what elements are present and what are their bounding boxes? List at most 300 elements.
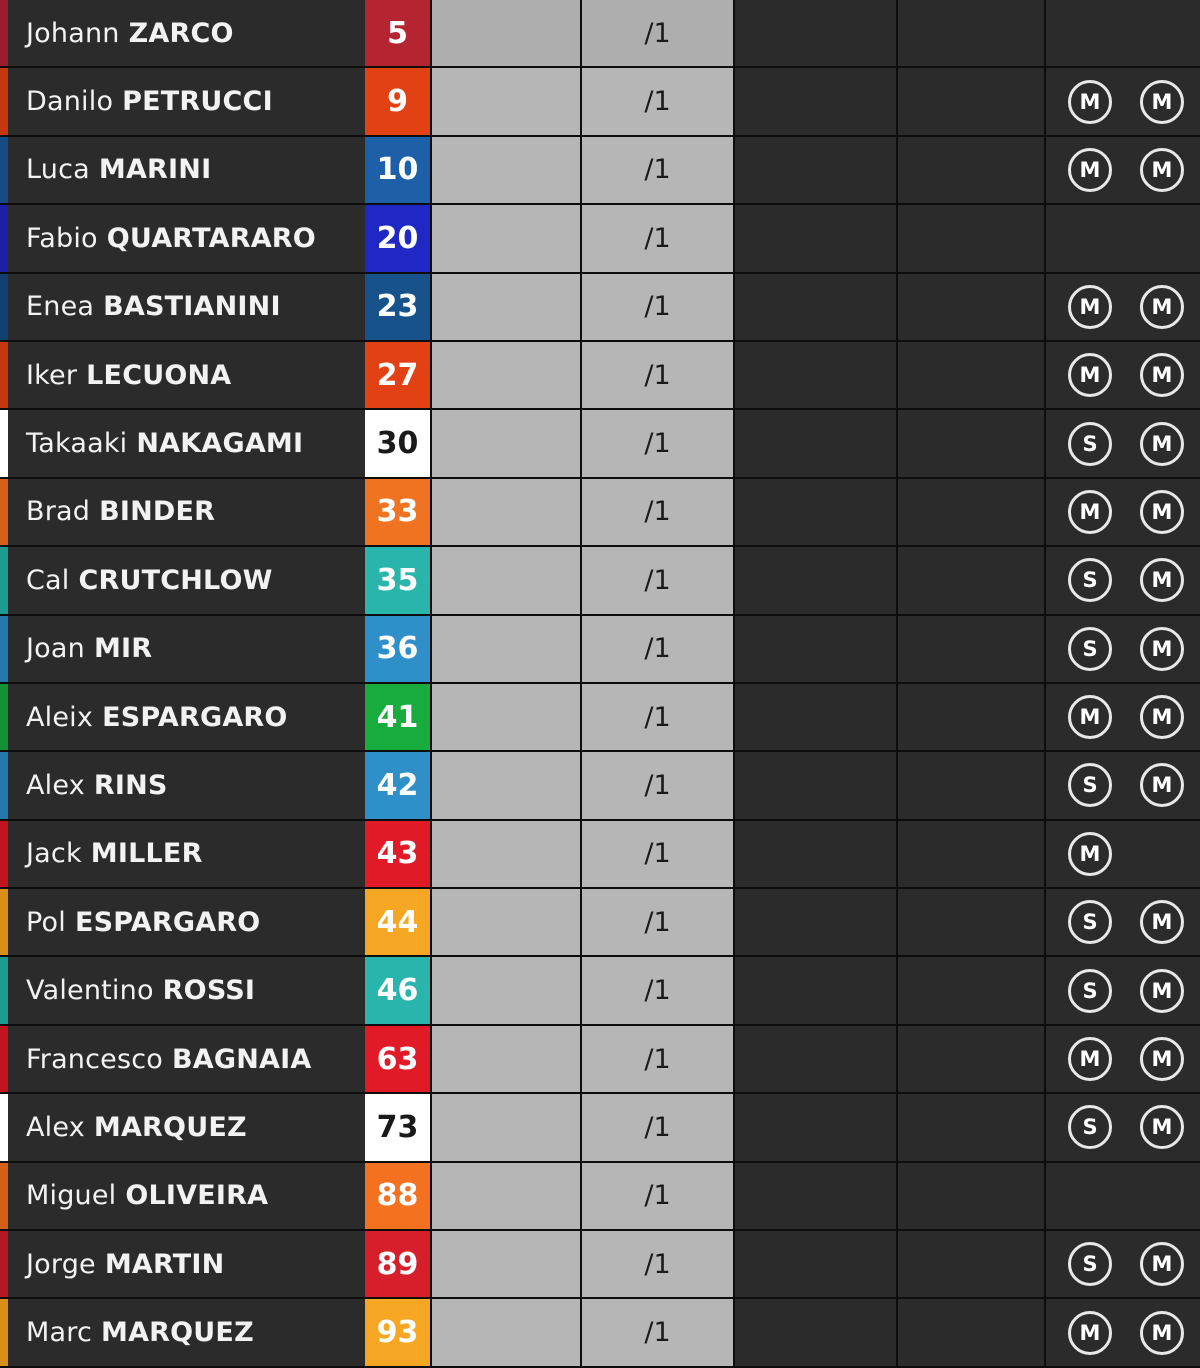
tyre-cell (1046, 547, 1200, 613)
tyre-cell (1046, 0, 1200, 66)
tyre-compound-icon: M (1140, 695, 1184, 739)
speed-cell (898, 1231, 1046, 1297)
tyre-slot (1054, 1311, 1126, 1355)
tyre-cell (1046, 752, 1200, 818)
gap-cell (735, 821, 898, 887)
tyre-compound-icon: M (1140, 353, 1184, 397)
rider-number: 23 (365, 274, 430, 340)
tyre-compound-icon: M (1140, 285, 1184, 329)
rider-last-name: ZARCO (128, 17, 234, 49)
team-colour-stripe (0, 342, 8, 408)
speed-cell (898, 479, 1046, 545)
tyre-compound-icon: M (1140, 1105, 1184, 1149)
tyre-slot (1054, 558, 1126, 602)
tyre-slot (1054, 832, 1126, 876)
rider-number: 43 (365, 821, 430, 887)
tyre-compound-icon: S (1068, 969, 1112, 1013)
tyre-slot (1126, 148, 1198, 192)
laps-cell: /1 (582, 342, 735, 408)
rider-first-name: Enea (26, 291, 95, 323)
rider-name[interactable] (8, 547, 365, 613)
rider-name[interactable] (8, 616, 365, 682)
table-row[interactable] (0, 1299, 1200, 1367)
tyre-compound-icon: M (1140, 422, 1184, 466)
sector-time-cell (430, 342, 582, 408)
speed-cell (898, 752, 1046, 818)
tyre-compound-icon: S (1068, 627, 1112, 671)
speed-cell (898, 1026, 1046, 1092)
rider-last-name: QUARTARARO (106, 222, 316, 254)
gap-cell (735, 274, 898, 340)
gap-cell (735, 68, 898, 134)
rider-first-name: Iker (26, 359, 78, 391)
team-colour-stripe (0, 410, 8, 476)
rider-number: 42 (365, 752, 430, 818)
tyre-slot (1054, 969, 1126, 1013)
rider-first-name: Alex (26, 1111, 85, 1143)
tyre-slot (1054, 1105, 1126, 1149)
table-row[interactable] (0, 137, 1200, 205)
gap-cell (735, 205, 898, 271)
sector-time-cell (430, 479, 582, 545)
tyre-empty-icon (1140, 832, 1184, 876)
rider-name[interactable] (8, 684, 365, 750)
tyre-compound-icon: M (1140, 1242, 1184, 1286)
tyre-compound-icon: S (1068, 1242, 1112, 1286)
sector-time-cell (430, 0, 582, 66)
speed-cell (898, 616, 1046, 682)
laps-cell: /1 (582, 1094, 735, 1160)
rider-name[interactable] (8, 410, 365, 476)
tyre-empty-icon (1140, 11, 1184, 55)
sector-time-cell (430, 547, 582, 613)
rider-number: 36 (365, 616, 430, 682)
rider-number: 89 (365, 1231, 430, 1297)
tyre-cell (1046, 684, 1200, 750)
tyre-compound-icon: M (1140, 969, 1184, 1013)
rider-number: 33 (365, 479, 430, 545)
tyre-compound-icon: M (1068, 695, 1112, 739)
tyre-empty-icon (1068, 11, 1112, 55)
tyre-cell (1046, 1231, 1200, 1297)
speed-cell (898, 1299, 1046, 1365)
rider-number: 63 (365, 1026, 430, 1092)
tyre-compound-icon: M (1140, 490, 1184, 534)
rider-last-name: ROSSI (162, 975, 256, 1007)
rider-name[interactable] (8, 1026, 365, 1092)
rider-last-name: LECUONA (86, 359, 232, 391)
table-row[interactable] (0, 68, 1200, 136)
laps-cell: /1 (582, 205, 735, 271)
rider-number: 46 (365, 957, 430, 1023)
sector-time-cell (430, 616, 582, 682)
gap-cell (735, 957, 898, 1023)
table-row[interactable] (0, 684, 1200, 752)
rider-name[interactable] (8, 137, 365, 203)
tyre-cell (1046, 68, 1200, 134)
rider-first-name: Jack (26, 838, 82, 870)
gap-cell (735, 0, 898, 66)
rider-name[interactable] (8, 68, 365, 134)
team-colour-stripe (0, 68, 8, 134)
rider-number: 93 (365, 1299, 430, 1365)
rider-name[interactable] (8, 1299, 365, 1365)
team-colour-stripe (0, 616, 8, 682)
team-colour-stripe (0, 889, 8, 955)
laps-cell: /1 (582, 957, 735, 1023)
sector-time-cell (430, 889, 582, 955)
table-row[interactable] (0, 957, 1200, 1025)
tyre-slot (1126, 969, 1198, 1013)
team-colour-stripe (0, 1231, 8, 1297)
tyre-cell (1046, 1094, 1200, 1160)
sector-time-cell (430, 68, 582, 134)
laps-cell: /1 (582, 821, 735, 887)
rider-first-name: Luca (26, 154, 90, 186)
table-row[interactable] (0, 1026, 1200, 1094)
sector-time-cell (430, 274, 582, 340)
table-row[interactable] (0, 616, 1200, 684)
tyre-slot (1054, 627, 1126, 671)
gap-cell (735, 1094, 898, 1160)
tyre-slot (1126, 627, 1198, 671)
tyre-cell (1046, 274, 1200, 340)
laps-cell: /1 (582, 0, 735, 66)
tyre-slot (1126, 1311, 1198, 1355)
rider-last-name: BASTIANINI (103, 291, 281, 323)
tyre-slot (1126, 490, 1198, 534)
tyre-compound-icon: M (1140, 763, 1184, 807)
rider-first-name: Danilo (26, 86, 114, 118)
rider-name[interactable] (8, 0, 365, 66)
laps-cell: /1 (582, 1299, 735, 1365)
rider-first-name: Miguel (26, 1180, 117, 1212)
table-row[interactable] (0, 752, 1200, 820)
rider-first-name: Joan (26, 633, 85, 665)
rider-number: 73 (365, 1094, 430, 1160)
team-colour-stripe (0, 137, 8, 203)
rider-first-name: Francesco (26, 1043, 164, 1075)
sector-time-cell (430, 957, 582, 1023)
sector-time-cell (430, 410, 582, 476)
laps-cell: /1 (582, 479, 735, 545)
rider-last-name: MIR (93, 633, 153, 665)
tyre-cell (1046, 205, 1200, 271)
gap-cell (735, 342, 898, 408)
laps-cell: /1 (582, 68, 735, 134)
tyre-empty-icon (1140, 1174, 1184, 1218)
tyre-compound-icon: M (1140, 900, 1184, 944)
rider-name[interactable] (8, 889, 365, 955)
gap-cell (735, 1026, 898, 1092)
gap-cell (735, 479, 898, 545)
rider-number: 35 (365, 547, 430, 613)
tyre-compound-icon: M (1140, 1037, 1184, 1081)
rider-last-name: MILLER (90, 838, 203, 870)
gap-cell (735, 137, 898, 203)
sector-time-cell (430, 752, 582, 818)
gap-cell (735, 616, 898, 682)
gap-cell (735, 889, 898, 955)
tyre-slot (1054, 1174, 1126, 1218)
speed-cell (898, 342, 1046, 408)
tyre-cell (1046, 410, 1200, 476)
team-colour-stripe (0, 479, 8, 545)
tyre-compound-icon: M (1140, 627, 1184, 671)
table-row[interactable] (0, 1231, 1200, 1299)
sector-time-cell (430, 684, 582, 750)
team-colour-stripe (0, 1163, 8, 1229)
speed-cell (898, 889, 1046, 955)
rider-last-name: RINS (93, 769, 168, 801)
team-colour-stripe (0, 1094, 8, 1160)
tyre-slot (1054, 1242, 1126, 1286)
rider-number: 5 (365, 0, 430, 66)
tyre-cell (1046, 137, 1200, 203)
rider-number: 88 (365, 1163, 430, 1229)
speed-cell (898, 1094, 1046, 1160)
tyre-slot (1054, 490, 1126, 534)
tyre-slot (1054, 80, 1126, 124)
tyre-compound-icon: S (1068, 558, 1112, 602)
team-colour-stripe (0, 1026, 8, 1092)
tyre-slot (1126, 832, 1198, 876)
speed-cell (898, 274, 1046, 340)
tyre-compound-icon: S (1068, 422, 1112, 466)
rider-name[interactable] (8, 479, 365, 545)
tyre-slot (1126, 285, 1198, 329)
tyre-slot (1126, 353, 1198, 397)
rider-last-name: OLIVEIRA (125, 1180, 269, 1212)
tyre-slot (1054, 1037, 1126, 1081)
tyre-compound-icon: M (1068, 80, 1112, 124)
rider-number: 27 (365, 342, 430, 408)
tyre-cell (1046, 1299, 1200, 1365)
tyre-slot (1054, 422, 1126, 466)
tyre-slot (1126, 1242, 1198, 1286)
speed-cell (898, 68, 1046, 134)
gap-cell (735, 547, 898, 613)
sector-time-cell (430, 1231, 582, 1297)
rider-first-name: Takaaki (26, 428, 128, 460)
gap-cell (735, 410, 898, 476)
tyre-compound-icon: M (1140, 148, 1184, 192)
tyre-compound-icon: M (1140, 1311, 1184, 1355)
speed-cell (898, 410, 1046, 476)
table-row[interactable] (0, 1163, 1200, 1231)
team-colour-stripe (0, 274, 8, 340)
laps-cell: /1 (582, 1163, 735, 1229)
laps-cell: /1 (582, 410, 735, 476)
rider-last-name: MARQUEZ (101, 1317, 254, 1349)
tyre-compound-icon: M (1068, 353, 1112, 397)
laps-cell: /1 (582, 684, 735, 750)
rider-number: 41 (365, 684, 430, 750)
tyre-slot (1126, 422, 1198, 466)
rider-name[interactable] (8, 205, 365, 271)
rider-first-name: Alex (26, 769, 85, 801)
rider-first-name: Johann (26, 17, 120, 49)
tyre-slot (1126, 695, 1198, 739)
laps-cell: /1 (582, 274, 735, 340)
rider-last-name: MARINI (98, 154, 212, 186)
rider-last-name: MARTIN (104, 1248, 225, 1280)
tyre-empty-icon (1068, 1174, 1112, 1218)
rider-first-name: Cal (26, 564, 70, 596)
laps-cell: /1 (582, 1026, 735, 1092)
tyre-compound-icon: S (1068, 1105, 1112, 1149)
speed-cell (898, 1163, 1046, 1229)
rider-name[interactable] (8, 752, 365, 818)
tyre-compound-icon: M (1068, 285, 1112, 329)
sector-time-cell (430, 1094, 582, 1160)
rider-number: 10 (365, 137, 430, 203)
rider-name[interactable] (8, 1231, 365, 1297)
tyre-compound-icon: S (1068, 763, 1112, 807)
table-row[interactable] (0, 889, 1200, 957)
tyre-empty-icon (1068, 216, 1112, 260)
laps-cell: /1 (582, 889, 735, 955)
tyre-empty-icon (1140, 216, 1184, 260)
tyre-cell (1046, 479, 1200, 545)
team-colour-stripe (0, 1299, 8, 1365)
team-colour-stripe (0, 957, 8, 1023)
table-row[interactable] (0, 410, 1200, 478)
rider-last-name: CRUTCHLOW (78, 564, 273, 596)
tyre-slot (1054, 900, 1126, 944)
tyre-cell (1046, 342, 1200, 408)
table-row[interactable] (0, 1094, 1200, 1162)
table-row[interactable] (0, 342, 1200, 410)
tyre-slot (1126, 763, 1198, 807)
table-row[interactable] (0, 821, 1200, 889)
rider-name[interactable] (8, 1163, 365, 1229)
team-colour-stripe (0, 547, 8, 613)
rider-first-name: Valentino (26, 975, 154, 1007)
tyre-slot (1054, 285, 1126, 329)
rider-last-name: ESPARGARO (74, 906, 261, 938)
tyre-slot (1126, 80, 1198, 124)
table-row[interactable] (0, 274, 1200, 342)
tyre-slot (1054, 353, 1126, 397)
tyre-compound-icon: M (1068, 490, 1112, 534)
speed-cell (898, 0, 1046, 66)
tyre-slot (1126, 1037, 1198, 1081)
sector-time-cell (430, 1026, 582, 1092)
rider-last-name: MARQUEZ (93, 1111, 247, 1143)
speed-cell (898, 684, 1046, 750)
table-row[interactable] (0, 0, 1200, 68)
rider-last-name: BAGNAIA (172, 1043, 312, 1075)
team-colour-stripe (0, 0, 8, 66)
table-row[interactable] (0, 479, 1200, 547)
tyre-cell (1046, 1026, 1200, 1092)
tyre-compound-icon: M (1068, 1311, 1112, 1355)
rider-last-name: PETRUCCI (122, 86, 273, 118)
rider-name[interactable] (8, 957, 365, 1023)
rider-first-name: Aleix (26, 701, 94, 733)
sector-time-cell (430, 1163, 582, 1229)
tyre-compound-icon: M (1068, 1037, 1112, 1081)
rider-name[interactable] (8, 342, 365, 408)
speed-cell (898, 205, 1046, 271)
table-row[interactable] (0, 547, 1200, 615)
gap-cell (735, 1299, 898, 1365)
tyre-compound-icon: S (1068, 900, 1112, 944)
team-colour-stripe (0, 821, 8, 887)
speed-cell (898, 957, 1046, 1023)
tyre-slot (1054, 695, 1126, 739)
rider-last-name: BINDER (99, 496, 216, 528)
tyre-cell (1046, 957, 1200, 1023)
tyre-compound-icon: M (1068, 148, 1112, 192)
laps-cell: /1 (582, 1231, 735, 1297)
gap-cell (735, 752, 898, 818)
sector-time-cell (430, 821, 582, 887)
speed-cell (898, 547, 1046, 613)
rider-first-name: Fabio (26, 222, 98, 254)
rider-first-name: Jorge (26, 1248, 96, 1280)
laps-cell: /1 (582, 137, 735, 203)
rider-first-name: Marc (26, 1317, 92, 1349)
rider-last-name: NAKAGAMI (136, 428, 304, 460)
tyre-slot (1126, 558, 1198, 602)
tyre-slot (1054, 763, 1126, 807)
tyre-slot (1054, 11, 1126, 55)
tyre-cell (1046, 616, 1200, 682)
table-row[interactable] (0, 205, 1200, 273)
tyre-slot (1054, 216, 1126, 260)
rider-first-name: Pol (26, 906, 66, 938)
rider-number: 20 (365, 205, 430, 271)
rider-number: 9 (365, 68, 430, 134)
speed-cell (898, 137, 1046, 203)
tyre-cell (1046, 821, 1200, 887)
rider-last-name: ESPARGARO (102, 701, 288, 733)
rider-number: 44 (365, 889, 430, 955)
gap-cell (735, 1163, 898, 1229)
team-colour-stripe (0, 205, 8, 271)
gap-cell (735, 1231, 898, 1297)
gap-cell (735, 684, 898, 750)
team-colour-stripe (0, 684, 8, 750)
tyre-cell (1046, 889, 1200, 955)
rider-number: 30 (365, 410, 430, 476)
laps-cell: /1 (582, 752, 735, 818)
speed-cell (898, 821, 1046, 887)
tyre-slot (1126, 1105, 1198, 1149)
tyre-slot (1126, 1174, 1198, 1218)
tyre-slot (1126, 900, 1198, 944)
sector-time-cell (430, 1299, 582, 1365)
rider-name[interactable] (8, 821, 365, 887)
sector-time-cell (430, 137, 582, 203)
sector-time-cell (430, 205, 582, 271)
tyre-slot (1054, 148, 1126, 192)
tyre-compound-icon: M (1140, 80, 1184, 124)
rider-name[interactable] (8, 274, 365, 340)
tyre-slot (1126, 11, 1198, 55)
tyre-cell (1046, 1163, 1200, 1229)
tyre-compound-icon: M (1140, 558, 1184, 602)
tyre-slot (1126, 216, 1198, 260)
rider-first-name: Brad (26, 496, 91, 528)
rider-name[interactable] (8, 1094, 365, 1160)
laps-cell: /1 (582, 547, 735, 613)
laps-cell: /1 (582, 616, 735, 682)
team-colour-stripe (0, 752, 8, 818)
tyre-compound-icon: M (1068, 832, 1112, 876)
